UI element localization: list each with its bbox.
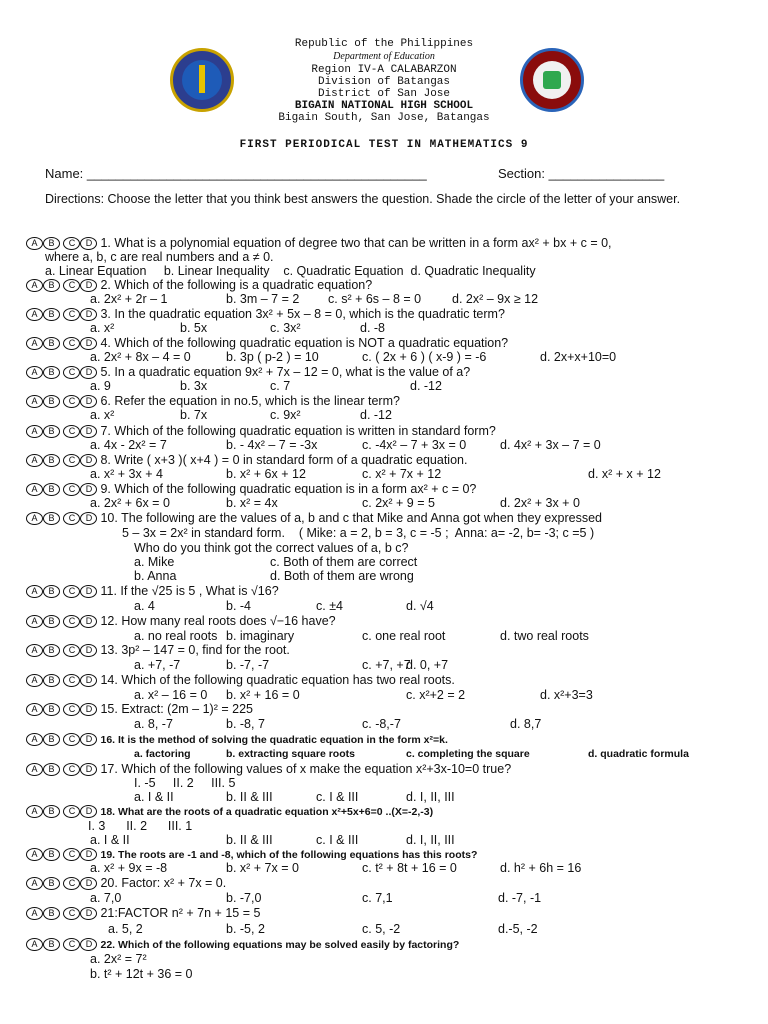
option-c: c. 9x² (270, 408, 301, 422)
question-6 (26, 394, 746, 408)
option-d: d. Both of them are wrong (270, 569, 414, 583)
bubble-b[interactable]: B (43, 483, 60, 496)
bubble-b[interactable]: B (43, 805, 60, 818)
option-a: a. x² + 9x = -8 (90, 861, 168, 875)
bubble-c[interactable]: C (63, 483, 80, 496)
option-b: b. x² + 7x = 0 (226, 861, 299, 875)
bubble-a[interactable]: A (26, 366, 43, 379)
question-12 (26, 614, 746, 628)
bubble-c[interactable]: C (63, 366, 80, 379)
bubble-b[interactable]: B (43, 279, 60, 292)
answer-bubbles[interactable] (26, 482, 97, 496)
question-10-line3: Who do you think got the correct values of a, b c? (134, 541, 409, 555)
option-c: c. ( 2x + 6 ) ( x-9 ) = -6 (362, 350, 487, 364)
district-line: District of San Jose (317, 88, 451, 100)
option-a: a. x² – 16 = 0 (134, 688, 208, 702)
test-title: FIRST PERIODICAL TEST IN MATHEMATICS 9 (239, 139, 529, 151)
option-b: b. -7,0 (226, 891, 262, 905)
answer-bubbles[interactable] (26, 511, 97, 525)
question-14 (26, 673, 746, 687)
question-text: 8. Write ( x+3 )( x+4 ) = 0 in standard form of a quadratic equation. (100, 453, 468, 467)
question-text: 1. What is a polynomial equation of degree two that can be written in a form ax² + bx + c = 0, (100, 236, 612, 250)
option-a: a. 8, -7 (134, 717, 173, 731)
option-b: b. extracting square roots (226, 748, 355, 760)
bubble-c[interactable]: C (63, 425, 80, 438)
bubble-c[interactable]: C (63, 644, 80, 657)
option-c: c. completing the square (406, 748, 530, 760)
bubble-b[interactable]: B (43, 585, 60, 598)
answer-bubbles[interactable] (26, 906, 97, 920)
option-c: c. 5, -2 (362, 922, 401, 936)
bubble-a[interactable]: A (26, 877, 43, 890)
question-18 (26, 804, 746, 819)
answer-bubbles[interactable] (26, 278, 97, 292)
option-c: c. 7 (270, 379, 291, 393)
bubble-a[interactable]: A (26, 674, 43, 687)
bubble-b[interactable]: B (43, 337, 60, 350)
question-21 (26, 906, 746, 920)
answer-bubbles[interactable] (26, 673, 97, 687)
bubble-d[interactable]: D (80, 425, 97, 438)
bubble-d[interactable]: D (80, 279, 97, 292)
bubble-c[interactable]: C (63, 237, 80, 250)
bubble-b[interactable]: B (43, 512, 60, 525)
bubble-c[interactable]: C (63, 308, 80, 321)
answer-bubbles[interactable] (26, 847, 97, 861)
bubble-a[interactable]: A (26, 615, 43, 628)
division-line: Division of Batangas (317, 76, 451, 88)
bubble-a[interactable]: A (26, 763, 43, 776)
option-b: b. -5, 2 (226, 922, 265, 936)
question-text: 11. If the √25 is 5 , What is √16? (100, 584, 279, 598)
bubble-d[interactable]: D (80, 454, 97, 467)
option-d: d.-5, -2 (498, 922, 538, 936)
option-a: a. x² (90, 408, 115, 422)
question-5 (26, 365, 746, 379)
option-d: d. two real roots (500, 629, 589, 643)
bubble-c[interactable]: C (63, 907, 80, 920)
bubble-c[interactable]: C (63, 615, 80, 628)
option-a: a. I & II (134, 790, 174, 804)
bubble-b[interactable]: B (43, 425, 60, 438)
bubble-d[interactable]: D (80, 674, 97, 687)
option-a: a. Mike (134, 555, 175, 569)
option-c: c. I & III (316, 790, 359, 804)
option-d: d. I, II, III (406, 790, 455, 804)
option-d: d. 8,7 (510, 717, 542, 731)
bubble-d[interactable]: D (80, 308, 97, 321)
bubble-c[interactable]: C (63, 395, 80, 408)
question-17-line2: I. -5 II. 2 III. 5 (134, 776, 236, 790)
question-text: 12. How many real roots does √−16 have? (100, 614, 336, 628)
answer-bubbles[interactable] (26, 336, 97, 350)
question-19 (26, 847, 746, 862)
option-c: c. 2x² + 9 = 5 (362, 496, 435, 510)
answer-bubbles[interactable] (26, 643, 97, 657)
option-b: b. -8, 7 (226, 717, 265, 731)
bubble-c[interactable]: C (63, 337, 80, 350)
option-a: a. 5, 2 (108, 922, 143, 936)
bubble-a[interactable]: A (26, 237, 43, 250)
option-d: d. h² + 6h = 16 (500, 861, 582, 875)
answer-bubbles[interactable] (26, 937, 97, 951)
option-a: a. 9 (90, 379, 111, 393)
option-d: d. √4 (406, 599, 434, 613)
question-15 (26, 702, 746, 716)
answer-bubbles[interactable] (26, 236, 97, 250)
bubble-c[interactable]: C (63, 703, 80, 716)
answer-bubbles[interactable] (26, 614, 97, 628)
question-text: 22. Which of the following equations may be solved easily by factoring? (100, 939, 460, 951)
option-b: b. 3x (180, 379, 208, 393)
option-c: c. 3x² (270, 321, 301, 335)
bubble-a[interactable]: A (26, 805, 43, 818)
bubble-a[interactable]: A (26, 512, 43, 525)
question-text: 17. Which of the following values of x make the equation x²+3x-10=0 true? (100, 762, 512, 776)
department-line: Department of Education (333, 51, 435, 62)
option-c: c. -8,-7 (362, 717, 401, 731)
question-text: 6. Refer the equation in no.5, which is the linear term? (100, 394, 400, 408)
question-8 (26, 453, 746, 467)
option-b: b. II & III (226, 790, 273, 804)
option-b: b. -7, -7 (226, 658, 270, 672)
bubble-d[interactable]: D (80, 733, 97, 746)
republic-line: Republic of the Philippines (294, 38, 474, 50)
bubble-c[interactable]: C (63, 877, 80, 890)
option-c: c. -4x² – 7 + 3x = 0 (362, 438, 467, 452)
bubble-d[interactable]: D (80, 907, 97, 920)
question-11 (26, 584, 746, 598)
option-d: d. -12 (360, 408, 392, 422)
bubble-d[interactable]: D (80, 938, 97, 951)
bubble-b[interactable]: B (43, 615, 60, 628)
name-field[interactable]: Name: _______________________________________________ (45, 166, 427, 181)
bubble-b[interactable]: B (43, 907, 60, 920)
question-text: 13. 3p² – 147 = 0, find for the root. (100, 643, 290, 657)
bubble-c[interactable]: C (63, 674, 80, 687)
question-text: 18. What are the roots of a quadratic equation x²+5x+6=0 ..(X=-2,-3) (100, 806, 434, 818)
option-c: c. +7, +7 (362, 658, 411, 672)
option-b: b. 7x (180, 408, 208, 422)
option-b: b. t² + 12t + 36 = 0 (90, 967, 193, 981)
school-address: Bigain South, San Jose, Batangas (278, 112, 490, 124)
school-name: BIGAIN NATIONAL HIGH SCHOOL (294, 100, 474, 112)
bubble-d[interactable]: D (80, 237, 97, 250)
bubble-d[interactable]: D (80, 512, 97, 525)
bubble-a[interactable]: A (26, 454, 43, 467)
option-d: d. x² + x + 12 (588, 467, 661, 481)
answer-bubbles[interactable] (26, 453, 97, 467)
bubble-a[interactable]: A (26, 395, 43, 408)
question-10-line2: 5 – 3x = 2x² in standard form. ( Mike: a = 2, b = 3, c = -5 ; Anna: a= -2, b= -3; c =5 ) (122, 526, 595, 540)
option-b: b. Anna (134, 569, 177, 583)
question-9 (26, 482, 746, 496)
option-d: d. 0, +7 (406, 658, 449, 672)
option-a: a. 2x² + 6x = 0 (90, 496, 170, 510)
bubble-b[interactable]: B (43, 674, 60, 687)
bubble-a[interactable]: A (26, 308, 43, 321)
question-text: 4. Which of the following quadratic equation is NOT a quadratic equation? (100, 336, 509, 350)
bubble-b[interactable]: B (43, 848, 60, 861)
option-c: c. one real root (362, 629, 446, 643)
option-d: d. 2x² + 3x + 0 (500, 496, 580, 510)
bubble-b[interactable]: B (43, 938, 60, 951)
option-d: d. quadratic formula (588, 748, 689, 760)
bubble-c[interactable]: C (63, 733, 80, 746)
option-c: c. I & III (316, 833, 359, 847)
option-a: a. 4x - 2x² = 7 (90, 438, 167, 452)
bubble-c[interactable]: C (63, 938, 80, 951)
option-c: c. ±4 (316, 599, 344, 613)
option-a: a. +7, -7 (134, 658, 181, 672)
bubble-d[interactable]: D (80, 703, 97, 716)
question-text: 9. Which of the following quadratic equation is in a form ax² + c = 0? (100, 482, 477, 496)
answer-bubbles[interactable] (26, 307, 97, 321)
bubble-a[interactable]: A (26, 907, 43, 920)
bubble-b[interactable]: B (43, 395, 60, 408)
question-17 (26, 762, 746, 776)
question-1-cont: where a, b, c are real numbers and a ≠ 0. (45, 250, 274, 264)
bubble-a[interactable]: A (26, 938, 43, 951)
question-text: 14. Which of the following quadratic equation has two real roots. (100, 673, 455, 687)
question-4 (26, 336, 746, 350)
bubble-a[interactable]: A (26, 279, 43, 292)
question-10 (26, 511, 746, 525)
bubble-c[interactable]: C (63, 763, 80, 776)
question-text: 5. In a quadratic equation 9x² + 7x – 12 = 0, what is the value of a? (100, 365, 471, 379)
option-a: a. no real roots (134, 629, 218, 643)
option-a: a. factoring (134, 748, 191, 760)
option-b: b. 3p ( p-2 ) = 10 (226, 350, 319, 364)
answer-bubbles[interactable] (26, 732, 97, 746)
question-7 (26, 424, 746, 438)
question-text: 10. The following are the values of a, b and c that Mike and Anna got when they expressed (100, 511, 602, 525)
bubble-b[interactable]: B (43, 703, 60, 716)
bubble-d[interactable]: D (80, 877, 97, 890)
bubble-d[interactable]: D (80, 337, 97, 350)
answer-bubbles[interactable] (26, 394, 97, 408)
bubble-d[interactable]: D (80, 763, 97, 776)
question-22 (26, 937, 746, 952)
option-d: d. -8 (360, 321, 386, 335)
option-d: d. 2x+x+10=0 (540, 350, 617, 364)
question-text: 20. Factor: x² + 7x = 0. (100, 876, 227, 890)
option-b: b. 3m – 7 = 2 (226, 292, 300, 306)
region-line: Region IV-A CALABARZON (311, 64, 457, 76)
option-d: d. x²+3=3 (540, 688, 593, 702)
option-c: c. 7,1 (362, 891, 393, 905)
option-b: b. II & III (226, 833, 273, 847)
option-d: d. -7, -1 (498, 891, 542, 905)
directions: Directions: Choose the letter that you think best answers the question. Shade the circle of the letter of your answer. (45, 192, 681, 206)
option-b: b. 5x (180, 321, 208, 335)
option-a: a. 2x² + 8x – 4 = 0 (90, 350, 191, 364)
option-b: b. - 4x² – 7 = -3x (226, 438, 318, 452)
question-18-line2: I. 3 II. 2 III. 1 (88, 819, 193, 833)
bubble-b[interactable]: B (43, 308, 60, 321)
question-text: 2. Which of the following is a quadratic equation? (100, 278, 373, 292)
bubble-c[interactable]: C (63, 805, 80, 818)
question-1-options: a. Linear Equation b. Linear Inequality c. Quadratic Equation d. Quadratic Inequality (45, 264, 536, 278)
option-a: a. x² (90, 321, 115, 335)
option-b: b. x² = 4x (226, 496, 278, 510)
bubble-d[interactable]: D (80, 615, 97, 628)
bubble-b[interactable]: B (43, 733, 60, 746)
question-text: 15. Extract: (2m – 1)² = 225 (100, 702, 253, 716)
bubble-a[interactable]: A (26, 337, 43, 350)
bubble-c[interactable]: C (63, 512, 80, 525)
answer-bubbles[interactable] (26, 876, 97, 890)
bubble-d[interactable]: D (80, 395, 97, 408)
question-13 (26, 643, 746, 657)
bubble-d[interactable]: D (80, 585, 97, 598)
question-16 (26, 732, 746, 747)
question-1 (26, 236, 746, 250)
option-b: b. x² + 6x + 12 (226, 467, 306, 481)
bubble-a[interactable]: A (26, 733, 43, 746)
bubble-a[interactable]: A (26, 848, 43, 861)
answer-bubbles[interactable] (26, 424, 97, 438)
answer-bubbles[interactable] (26, 702, 97, 716)
bubble-c[interactable]: C (63, 848, 80, 861)
bubble-b[interactable]: B (43, 237, 60, 250)
question-text: 19. The roots are -1 and -8, which of the following equations has this roots? (100, 849, 478, 861)
option-a: a. I & II (90, 833, 130, 847)
option-a: a. 2x² + 2r – 1 (90, 292, 168, 306)
bubble-d[interactable]: D (80, 483, 97, 496)
option-b: b. x² + 16 = 0 (226, 688, 300, 702)
option-c: c. x² + 7x + 12 (362, 467, 442, 481)
answer-bubbles[interactable] (26, 584, 97, 598)
bubble-a[interactable]: A (26, 425, 43, 438)
bubble-a[interactable]: A (26, 483, 43, 496)
option-d: d. 2x² – 9x ≥ 12 (452, 292, 539, 306)
section-field[interactable]: Section: ________________ (498, 166, 665, 181)
answer-bubbles[interactable] (26, 804, 97, 818)
bubble-d[interactable]: D (80, 805, 97, 818)
option-d: d. I, II, III (406, 833, 455, 847)
bubble-c[interactable]: C (63, 279, 80, 292)
question-text: 7. Which of the following quadratic equation is written in standard form? (100, 424, 496, 438)
bubble-b[interactable]: B (43, 454, 60, 467)
option-a: a. 2x² = 7² (90, 952, 147, 966)
bubble-a[interactable]: A (26, 644, 43, 657)
question-text: 21:FACTOR n² + 7n + 15 = 5 (100, 906, 261, 920)
bubble-a[interactable]: A (26, 585, 43, 598)
option-b: b. -4 (226, 599, 252, 613)
option-c: c. Both of them are correct (270, 555, 418, 569)
question-text: 3. In the quadratic equation 3x² + 5x – 8 = 0, which is the quadratic term? (100, 307, 505, 321)
answer-bubbles[interactable] (26, 762, 97, 776)
option-c: c. t² + 8t + 16 = 0 (362, 861, 457, 875)
bubble-b[interactable]: B (43, 877, 60, 890)
question-2 (26, 278, 746, 292)
question-20 (26, 876, 746, 890)
option-a: a. 4 (134, 599, 155, 613)
option-d: d. 4x² + 3x – 7 = 0 (500, 438, 601, 452)
question-3 (26, 307, 746, 321)
bubble-d[interactable]: D (80, 366, 97, 379)
answer-bubbles[interactable] (26, 365, 97, 379)
option-c: c. s² + 6s – 8 = 0 (328, 292, 422, 306)
option-d: d. -12 (410, 379, 442, 393)
bubble-c[interactable]: C (63, 585, 80, 598)
option-b: b. imaginary (226, 629, 295, 643)
bubble-d[interactable]: D (80, 848, 97, 861)
option-a: a. 7,0 (90, 891, 122, 905)
bubble-b[interactable]: B (43, 366, 60, 379)
bubble-a[interactable]: A (26, 703, 43, 716)
bubble-d[interactable]: D (80, 644, 97, 657)
question-text: 16. It is the method of solving the quadratic equation in the form x²=k. (100, 734, 448, 746)
bubble-b[interactable]: B (43, 763, 60, 776)
option-c: c. x²+2 = 2 (406, 688, 466, 702)
bubble-c[interactable]: C (63, 454, 80, 467)
option-a: a. x² + 3x + 4 (90, 467, 163, 481)
bubble-b[interactable]: B (43, 644, 60, 657)
